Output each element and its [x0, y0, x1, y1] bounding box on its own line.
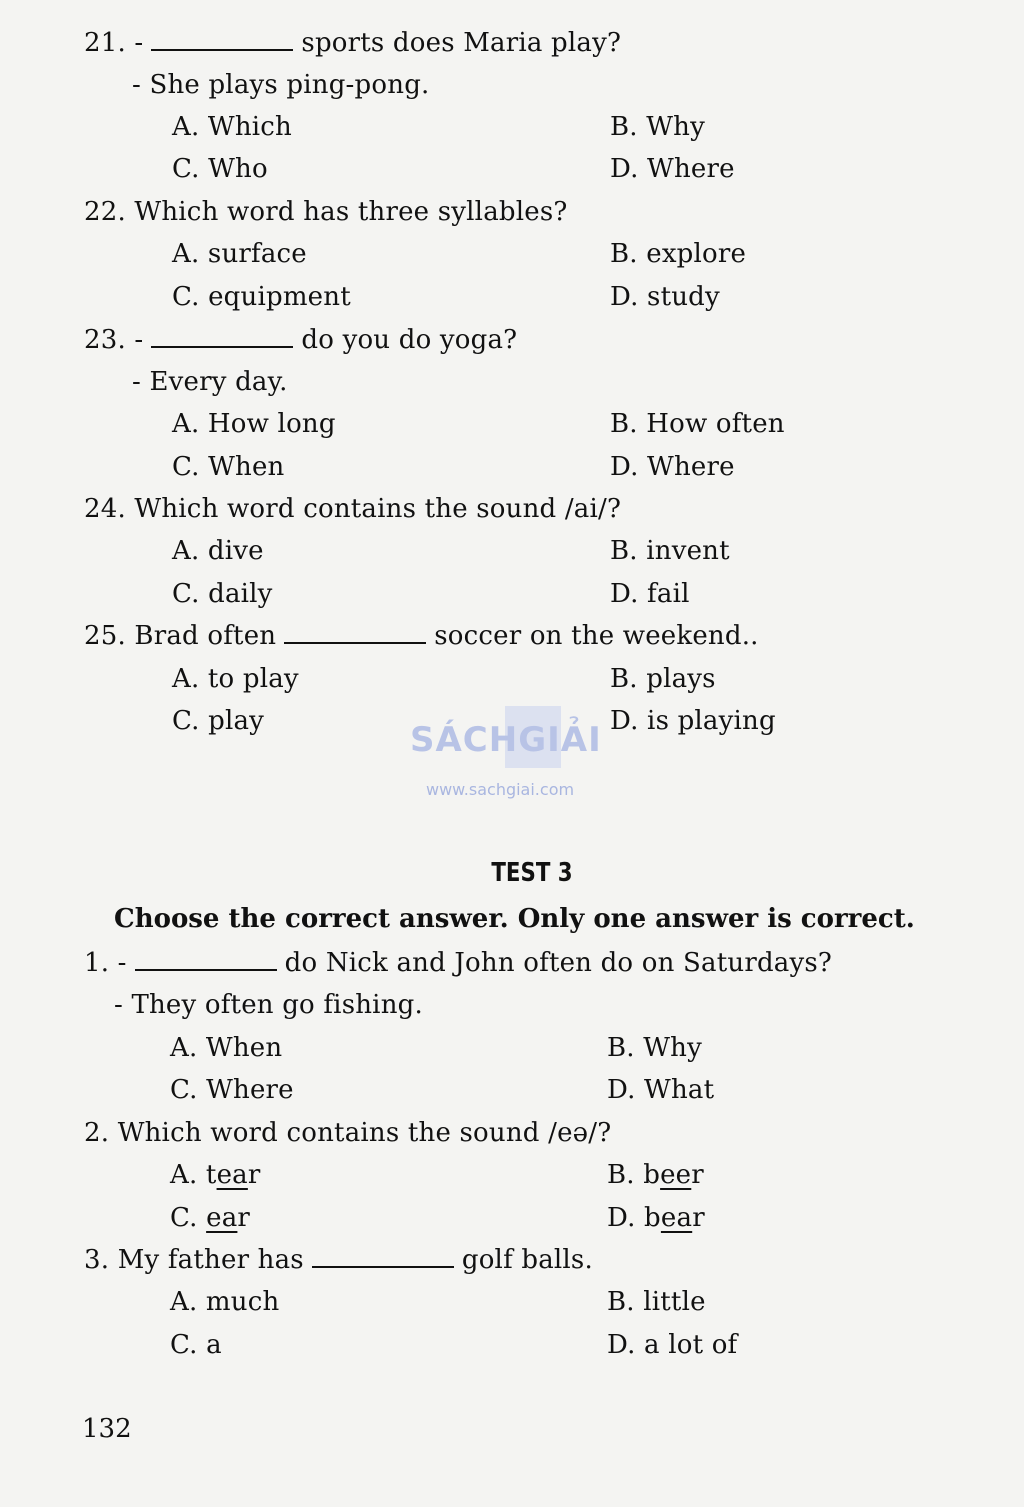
question-22-option-c: C. equipment — [172, 282, 351, 312]
question-23-response: - Every day. — [132, 367, 288, 397]
test-question-1-option-c: C. Where — [170, 1075, 294, 1105]
question-23-stem: 23. - do you do yoga? — [84, 325, 518, 355]
question-25-option-b: B. plays — [610, 664, 716, 694]
test-question-3-option-a: A. much — [170, 1287, 280, 1317]
question-24-option-c: C. daily — [172, 579, 273, 609]
question-23-option-c: C. When — [172, 452, 285, 482]
question-22-option-d: D. study — [610, 282, 720, 312]
question-25-option-d: D. is playing — [610, 706, 776, 736]
page-number: 132 — [82, 1414, 132, 1444]
watermark-brand: SÁCHGIẢI — [410, 720, 602, 760]
question-24-option-a: A. dive — [172, 536, 264, 566]
test-question-1-option-a: A. When — [170, 1033, 283, 1063]
question-23-option-d: D. Where — [610, 452, 735, 482]
question-21-stem: 21. - sports does Maria play? — [84, 28, 622, 58]
watermark-url: www.sachgiai.com — [426, 780, 575, 799]
question-22-option-b: B. explore — [610, 239, 747, 269]
question-23-option-a: A. How long — [172, 409, 336, 439]
test-question-2-option-d: D. bear — [607, 1203, 705, 1233]
test-question-1-option-b: B. Why — [607, 1033, 702, 1063]
question-21-option-c: C. Who — [172, 154, 268, 184]
test-question-3-stem: 3. My father has golf balls. — [84, 1245, 593, 1275]
question-21-response: - She plays ping-pong. — [132, 70, 430, 100]
question-21-option-a: A. Which — [172, 112, 292, 142]
test-question-3-option-d: D. a lot of — [607, 1330, 738, 1360]
test-question-2-option-c: C. ear — [170, 1203, 251, 1233]
question-24-option-d: D. fail — [610, 579, 690, 609]
test-question-2-option-a: A. tear — [170, 1160, 261, 1190]
answer-blank — [284, 620, 426, 644]
test-question-2-option-b: B. beer — [607, 1160, 704, 1190]
answer-blank — [312, 1244, 454, 1268]
question-21-option-d: D. Where — [610, 154, 735, 184]
question-25-stem: 25. Brad often soccer on the weekend.. — [84, 621, 759, 651]
answer-blank — [151, 324, 293, 348]
test-title: TEST 3 — [491, 858, 573, 888]
answer-blank — [151, 27, 293, 51]
test-question-1-response: - They often go fishing. — [114, 990, 423, 1020]
test-question-3-option-c: C. a — [170, 1330, 222, 1360]
question-24-stem: 24. Which word contains the sound /ai/? — [84, 494, 622, 524]
test-question-1-option-d: D. What — [607, 1075, 715, 1105]
question-22-option-a: A. surface — [172, 239, 307, 269]
question-25-option-c: C. play — [172, 706, 265, 736]
answer-blank — [135, 947, 277, 971]
test-instruction: Choose the correct answer. Only one answer is correct. — [114, 904, 915, 934]
test-question-2-stem: 2. Which word contains the sound /eə/? — [84, 1118, 612, 1148]
question-22-stem: 22. Which word has three syllables? — [84, 197, 568, 227]
test-question-1-stem: 1. - do Nick and John often do on Saturdays? — [84, 948, 833, 978]
question-21-option-b: B. Why — [610, 112, 705, 142]
test-question-3-option-b: B. little — [607, 1287, 706, 1317]
sachgiai-watermark — [408, 702, 618, 812]
question-24-option-b: B. invent — [610, 536, 730, 566]
question-25-option-a: A. to play — [172, 664, 299, 694]
question-23-option-b: B. How often — [610, 409, 785, 439]
